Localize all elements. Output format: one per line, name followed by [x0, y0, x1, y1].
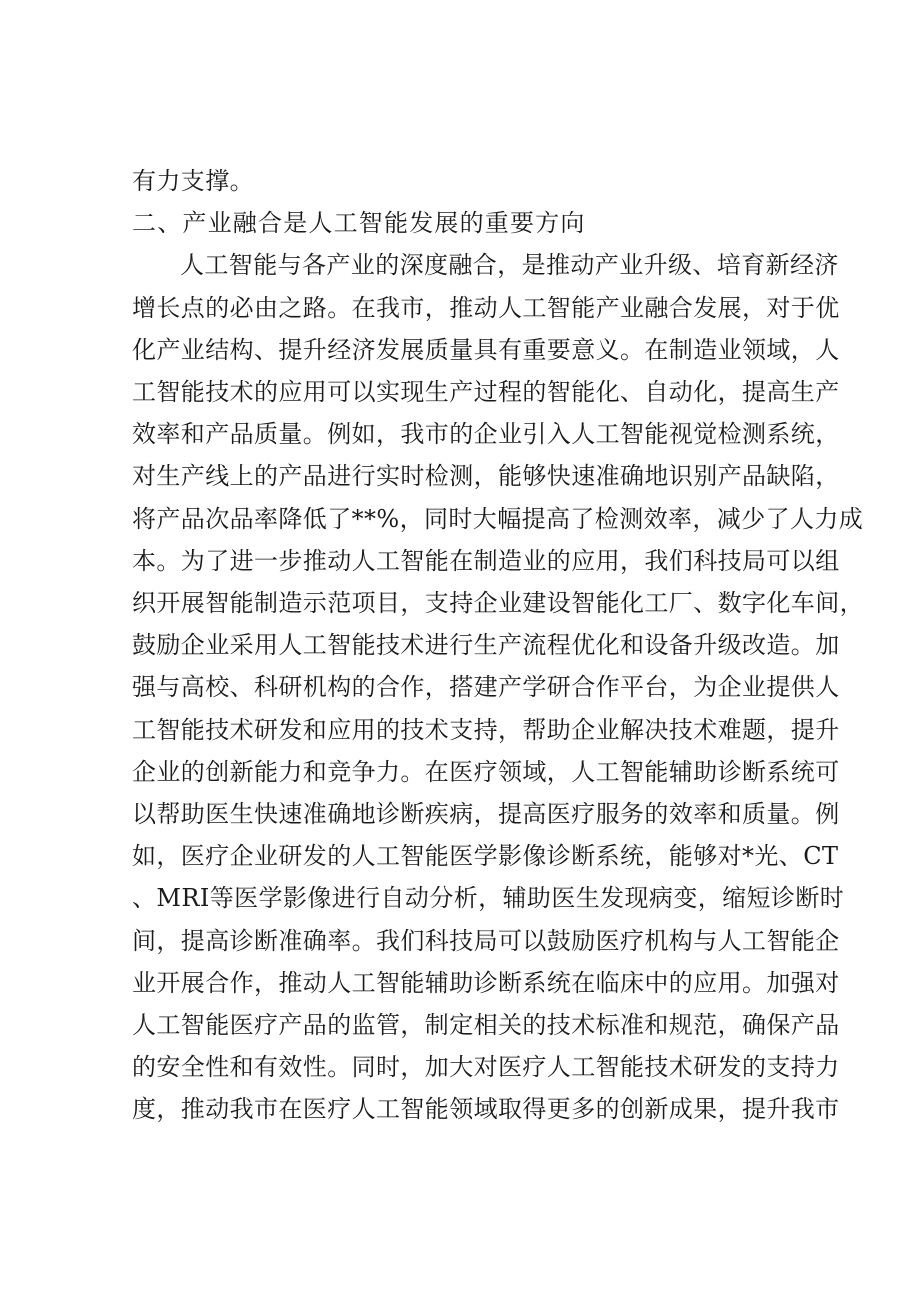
text-line: 工智能技术研发和应用的技术支持，帮助企业解决技术难题，提升 [132, 715, 840, 744]
text-line: 企业的创新能力和竞争力。在医疗领域，人工智能辅助诊断系统可 [132, 757, 840, 786]
text-line: 效率和产品质量。例如，我市的企业引入人工智能视觉检测系统， [132, 420, 840, 449]
text-line: 、MRI等医学影像进行自动分析，辅助医生发现病变，缩短诊断时 [132, 884, 845, 913]
text-line: 对生产线上的产品进行实时检测，能够快速准确地识别产品缺陷， [132, 462, 840, 491]
text-line: 有力支撑。 [132, 167, 254, 195]
text-line: 工智能技术的应用可以实现生产过程的智能化、自动化，提高生产 [132, 378, 840, 407]
text-line: 间，提高诊断准确率。我们科技局可以鼓励医疗机构与人工智能企 [132, 926, 840, 955]
text-line: 以帮助医生快速准确地诊断疾病，提高医疗服务的效率和质量。例 [132, 800, 840, 829]
text-line: 化产业结构、提升经济发展质量具有重要意义。在制造业领域，人 [132, 335, 840, 364]
text-line: 强与高校、科研机构的合作，搭建产学研合作平台，为企业提供人 [132, 673, 840, 702]
section-heading: 二、产业融合是人工智能发展的重要方向 [132, 209, 586, 238]
body-paragraph [132, 244, 864, 1130]
text-line: 增长点的必由之路。在我市，推动人工智能产业融合发展，对于优 [132, 293, 840, 322]
text-line: 将产品次品率降低了**%，同时大幅提高了检测效率，减少了人力成 [132, 504, 864, 533]
document-body [132, 160, 864, 1131]
text-line: 的安全性和有效性。同时，加大对医疗人工智能技术研发的支持力 [132, 1053, 840, 1082]
text-line: 织开展智能制造示范项目，支持企业建设智能化工厂、数字化车间， [132, 589, 864, 618]
text-line: 本。为了进一步推动人工智能在制造业的应用，我们科技局可以组 [132, 546, 840, 575]
continuation-paragraph [132, 160, 797, 202]
text-line: 人工智能医疗产品的监管，制定相关的技术标准和规范，确保产品 [132, 1011, 840, 1040]
text-line: 业开展合作，推动人工智能辅助诊断系统在临床中的应用。加强对 [132, 968, 840, 997]
text-line: 度，推动我市在医疗人工智能领域取得更多的创新成果，提升我市 [132, 1095, 840, 1124]
text-line: 如，医疗企业研发的人工智能医学影像诊断系统，能够对*光、CT [132, 842, 839, 871]
text-line: 鼓励企业采用人工智能技术进行生产流程优化和设备升级改造。加 [132, 631, 840, 660]
text-line: 人工智能与各产业的深度融合，是推动产业升级、培育新经济 [180, 251, 839, 280]
